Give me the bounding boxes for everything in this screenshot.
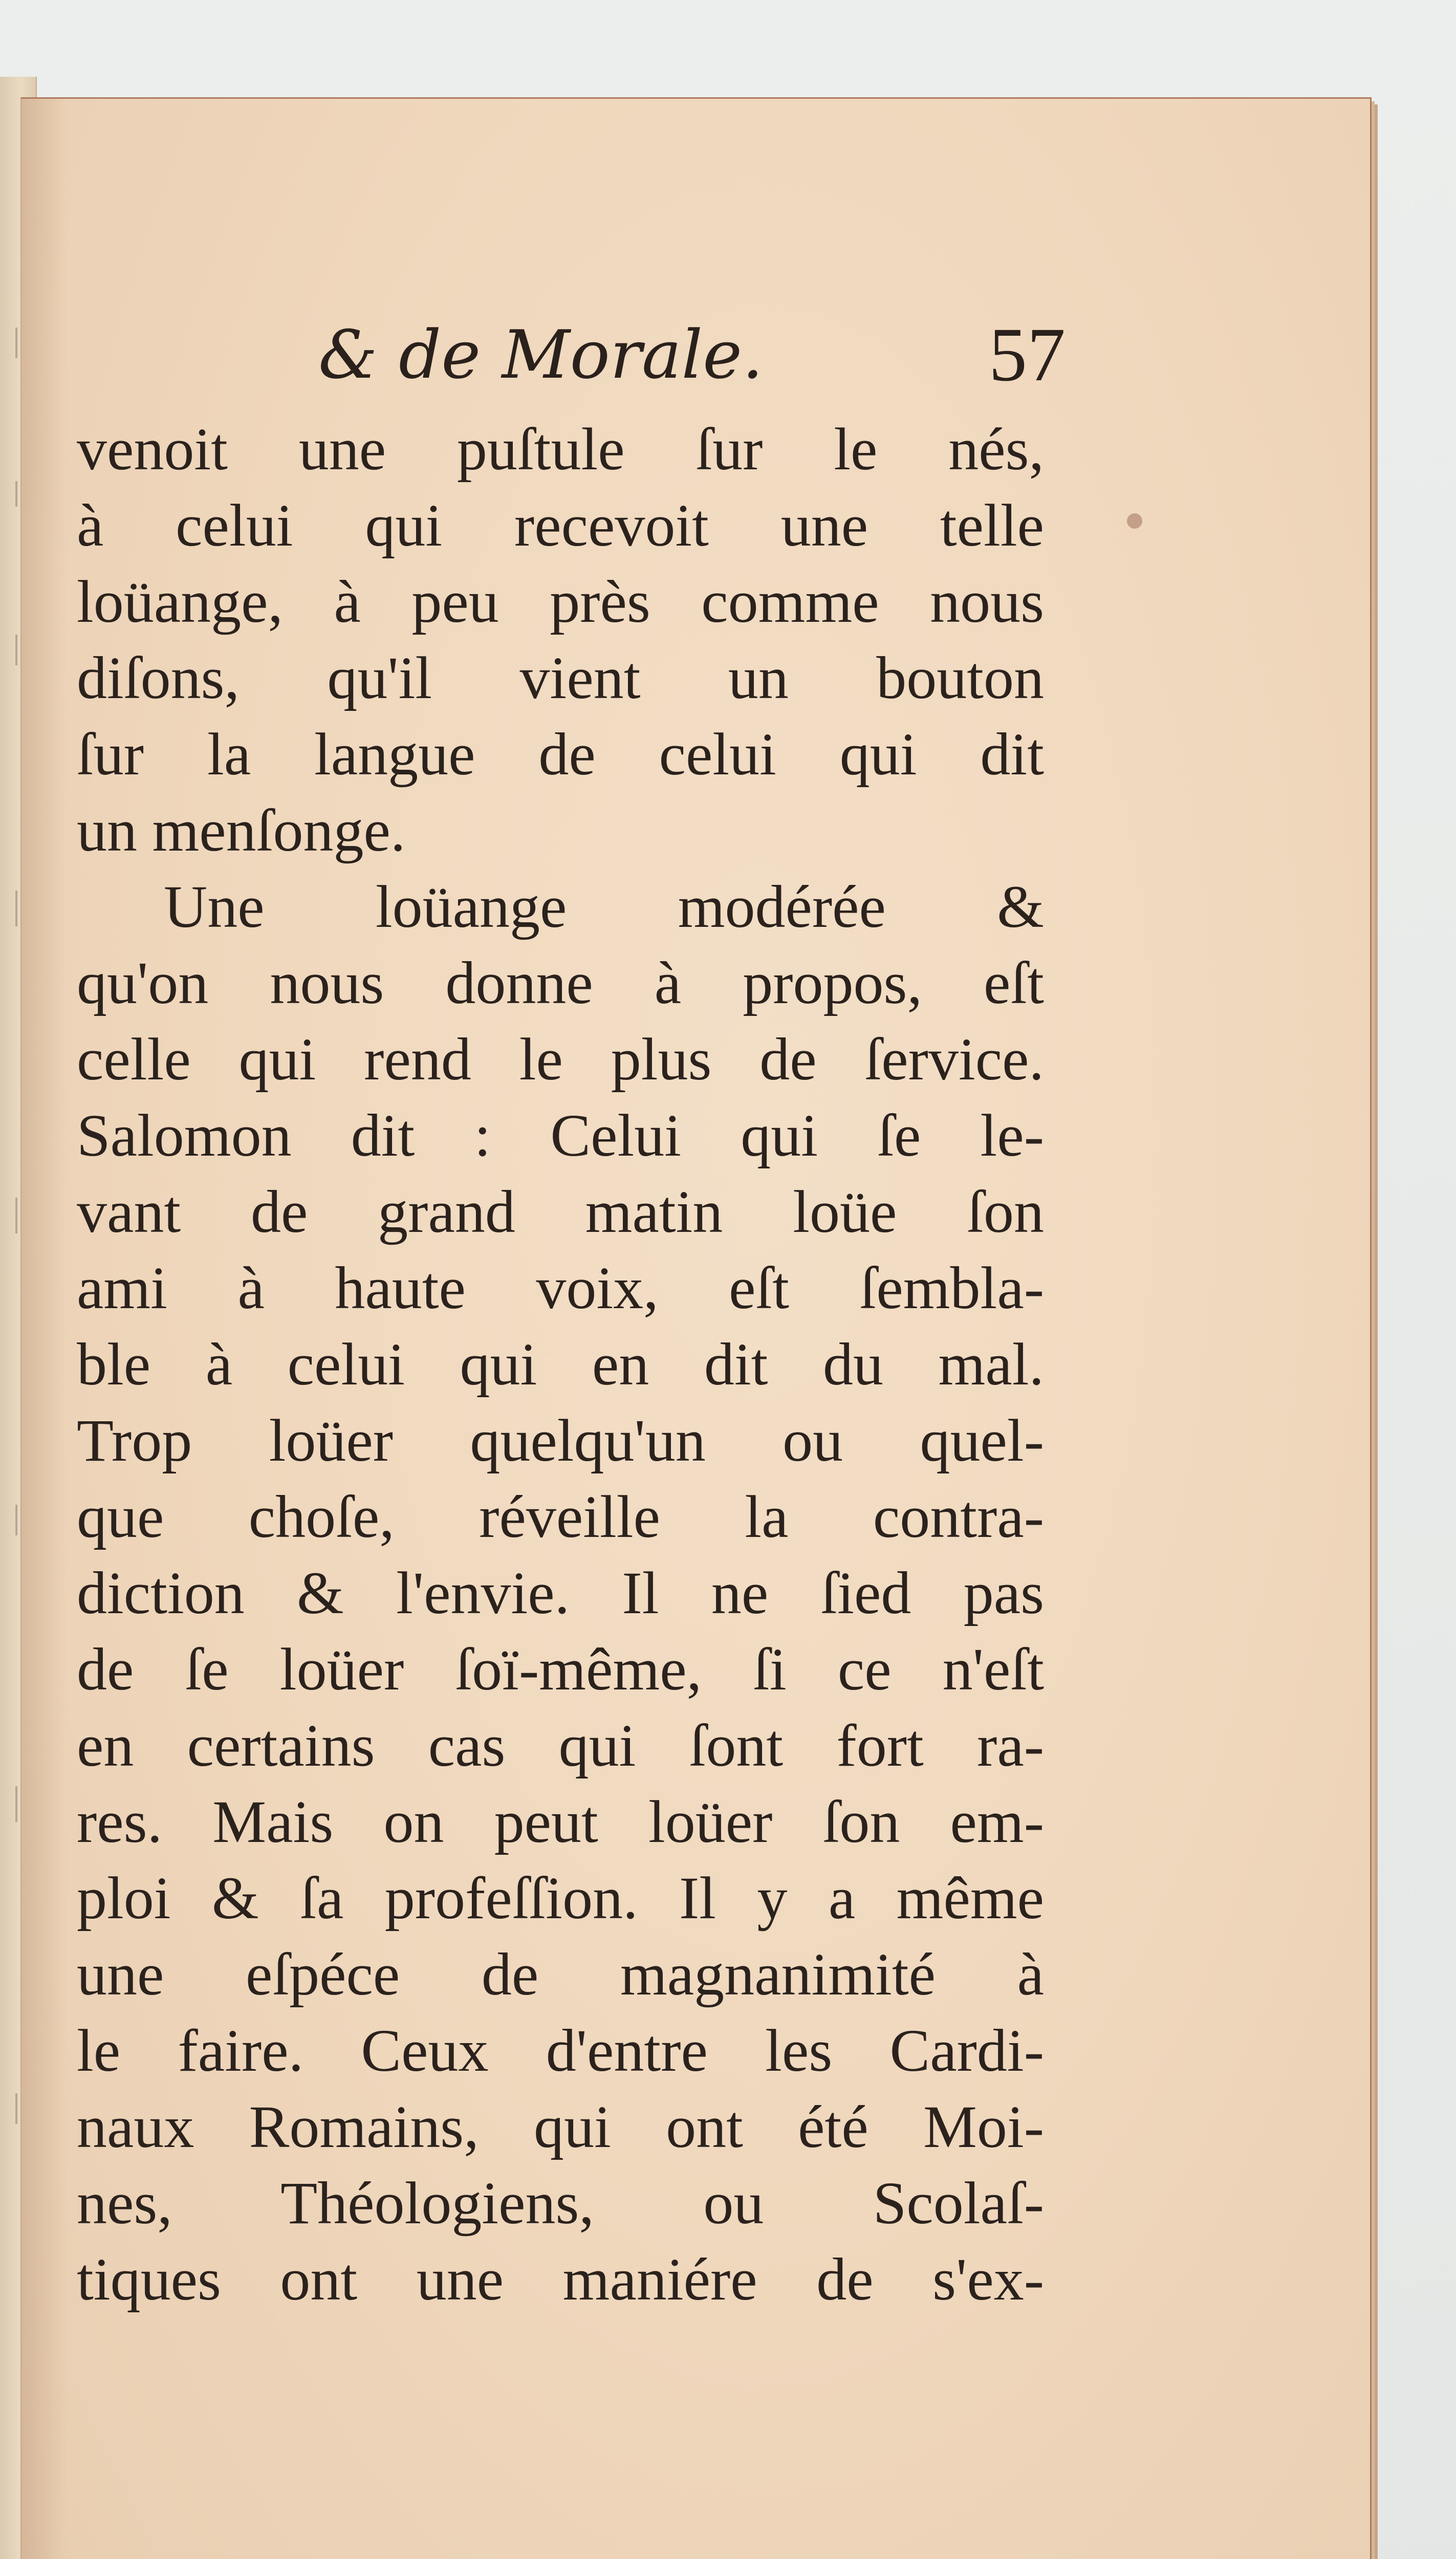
text-line: venoit une puſtule ſur le nés, xyxy=(77,416,1044,483)
text-line: diction & l'envie. Il ne ſied pas xyxy=(77,1559,1044,1627)
text-line: ble à celui qui en dit du mal. xyxy=(77,1331,1044,1398)
text-line: Salomon dit : Celui qui ſe le- xyxy=(77,1102,1044,1169)
margin-mark xyxy=(15,635,17,665)
text-line: nes, Théologiens, ou Scolaſ- xyxy=(77,2170,1044,2237)
paper-stain xyxy=(1127,513,1142,529)
running-title: & de Morale. xyxy=(318,316,764,394)
text-line: que choſe, réveille la contra- xyxy=(77,1483,1044,1550)
page-body-text xyxy=(77,411,1044,2317)
text-line: un menſonge. xyxy=(77,797,406,864)
text-line: vant de grand matin loüe ſon xyxy=(77,1178,1044,1245)
margin-mark xyxy=(15,1198,17,1233)
text-line: Trop loüer quelqu'un ou quel- xyxy=(77,1407,1044,1474)
text-line: de ſe loüer ſoï-même, ſi ce n'eſt xyxy=(77,1636,1044,1703)
margin-mark xyxy=(15,1505,17,1535)
text-line: le faire. Ceux d'entre les Cardi- xyxy=(77,2017,1044,2084)
text-line: celle qui rend le plus de ſervice. xyxy=(77,1026,1044,1093)
text-line: loüange, à peu près comme nous xyxy=(77,568,1044,635)
text-line: ami à haute voix, eſt ſembla- xyxy=(77,1254,1044,1321)
margin-mark xyxy=(15,891,17,926)
text-line: naux Romains, qui ont été Moi- xyxy=(77,2093,1044,2160)
margin-mark xyxy=(15,1786,17,1822)
margin-mark xyxy=(15,328,17,358)
text-line: Une loüange modérée & xyxy=(164,873,1044,940)
bleed-through-marks xyxy=(5,328,36,2324)
text-line: diſons, qu'il vient un bouton xyxy=(77,644,1044,711)
text-line: en certains cas qui ſont fort ra- xyxy=(77,1712,1044,1779)
book-page xyxy=(20,97,1372,2559)
running-header xyxy=(308,314,1076,416)
page-number: 57 xyxy=(989,312,1066,397)
text-line: à celui qui recevoit une telle xyxy=(77,492,1044,559)
text-line: qu'on nous donne à propos, eſt xyxy=(77,949,1044,1016)
text-line: tiques ont une maniére de s'ex- xyxy=(77,2246,1044,2313)
text-line: une eſpéce de magnanimité à xyxy=(77,1941,1044,2008)
text-line: ſur la langue de celui qui dit xyxy=(77,721,1044,788)
text-line: res. Mais on peut loüer ſon em- xyxy=(77,1788,1044,1855)
margin-mark xyxy=(15,481,17,507)
text-line: ploi & ſa profeſſion. Il y a même xyxy=(77,1864,1044,1932)
margin-mark xyxy=(15,2093,17,2124)
